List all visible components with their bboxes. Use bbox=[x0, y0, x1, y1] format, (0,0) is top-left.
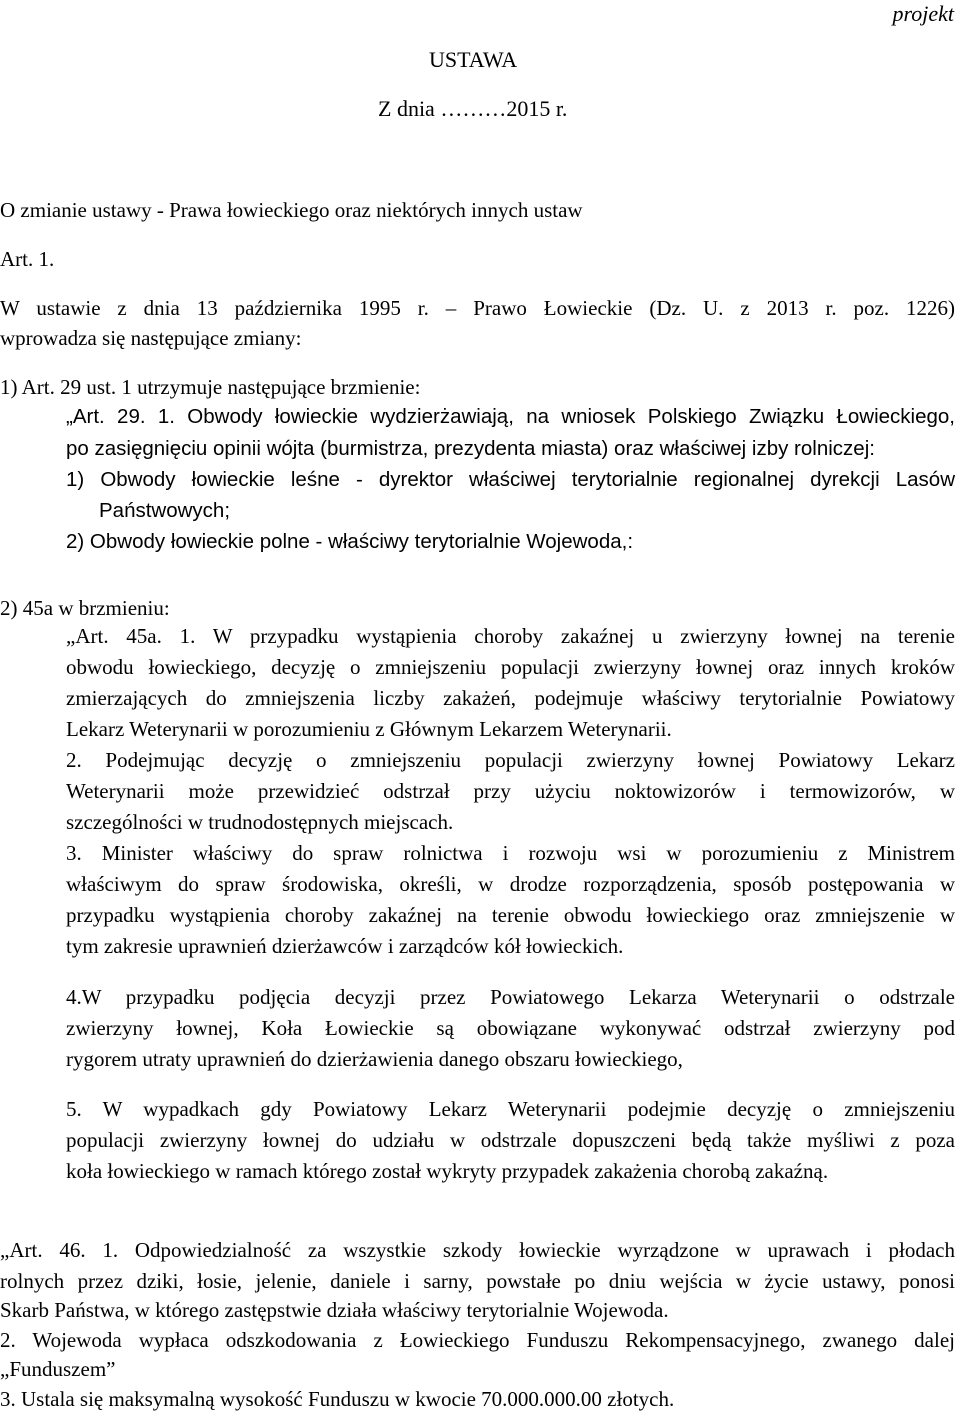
art46-p2-line-1: 2. Wojewoda wypłaca odszkodowania z Łowieckiego Funduszu Rekompensacyjnego, zwanego dalej bbox=[0, 1328, 955, 1352]
art45a-p2-line-1: 2. Podejmując decyzję o zmniejszeniu populacji zwierzyny łownej Powiatowy Lekarz bbox=[66, 748, 955, 772]
draft-tag: projekt bbox=[892, 1, 954, 26]
art45a-p4-line-1: 4.W przypadku podjęcia decyzji przez Powiatowego Lekarza Weterynarii o odstrzale bbox=[66, 985, 955, 1009]
art45a-p1-line-2: obwodu łowieckiego, decyzję o zmniejszeniu populacji zwierzyny łownej oraz innych kroków bbox=[66, 655, 955, 679]
art29-line-2: po zasięgnięciu opinii wójta (burmistrza, prezydenta miasta) oraz właściwej izby rolniczej: bbox=[66, 437, 875, 460]
art45a-p5-line-2: populacji zwierzyny łownej do udziału w odstrzale dopuszczeni będą także myśliwi z poza bbox=[66, 1128, 955, 1152]
art45a-p3-line-3: przypadku wystąpienia choroby zakaźnej na terenie obwodu łowieckiego oraz zmniejszenie w bbox=[66, 903, 955, 927]
art45a-p1-line-3: zmierzających do zmniejszenia liczby zakażeń, podejmuje właściwy terytorialnie Powiatowy bbox=[66, 686, 955, 710]
document-date: Z dnia ………2015 r. bbox=[378, 96, 568, 121]
art45a-p3-line-2: właściwym do spraw środowiska, określi, w drodze rozporządzenia, sposób postępowania w bbox=[66, 872, 955, 896]
change-2-heading: 2) 45a w brzmieniu: bbox=[0, 596, 170, 620]
art29-item-1-line-2: Państwowych; bbox=[99, 499, 231, 522]
art29-line-1: „Art. 29. 1. Obwody łowieckie wydzierżawiają, na wniosek Polskiego Związku Łowieckiego, bbox=[66, 405, 955, 428]
art45a-p5-line-3: koła łowieckiego w ramach którego został wykryty przypadek zakażenia chorobą zakaźną. bbox=[66, 1159, 829, 1183]
art29-item-1-line-1: 1) Obwody łowieckie leśne - dyrektor właściwej terytorialnie regionalnej dyrekcji Lasów bbox=[66, 468, 955, 491]
art45a-p1-line-4: Lekarz Weterynarii w porozumieniu z Głównym Lekarzem Weterynarii. bbox=[66, 717, 672, 741]
art46-p3-line-1: 3. Ustala się maksymalną wysokość Funduszu w kwocie 70.000.000.00 złotych. bbox=[0, 1387, 675, 1411]
art29-item-2: 2) Obwody łowieckie polne - właściwy terytorialnie Wojewoda,: bbox=[66, 530, 634, 553]
art45a-p2-line-3: szczególności w trudnodostępnych miejscach. bbox=[66, 810, 454, 834]
art46-p2-line-2: „Funduszem” bbox=[0, 1357, 116, 1381]
art45a-p4-line-3: rygorem utraty uprawnień do dzierżawienia danego obszaru łowieckiego, bbox=[66, 1047, 683, 1071]
article-1-intro-line-2: wprowadza się następujące zmiany: bbox=[0, 326, 302, 350]
art45a-p1-line-1: „Art. 45a. 1. W przypadku wystąpienia choroby zakaźnej u zwierzyny łownej na terenie bbox=[66, 624, 955, 648]
document-subject: O zmianie ustawy - Prawa łowieckiego oraz niektórych innych ustaw bbox=[0, 198, 583, 222]
document-title: USTAWA bbox=[429, 47, 518, 72]
art45a-p2-line-2: Weterynarii może przewidzieć odstrzał przy użyciu noktowizorów i termowizorów, w bbox=[66, 779, 955, 803]
article-1-intro-line-1: W ustawie z dnia 13 października 1995 r. – Prawo Łowieckie (Dz. U. z 2013 r. poz. 1226) bbox=[0, 296, 955, 320]
article-1-heading: Art. 1. bbox=[0, 247, 55, 271]
change-1-heading: 1) Art. 29 ust. 1 utrzymuje następujące brzmienie: bbox=[0, 375, 421, 399]
art45a-p5-line-1: 5. W wypadkach gdy Powiatowy Lekarz Weterynarii podejmie decyzję o zmniejszeniu bbox=[66, 1097, 955, 1121]
art46-p1-line-3: Skarb Państwa, w którego zastępstwie działa właściwy terytorialnie Wojewoda. bbox=[0, 1298, 669, 1322]
art45a-p3-line-4: tym zakresie uprawnień dzierżawców i zarządców kół łowieckich. bbox=[66, 934, 624, 958]
art46-p1-line-2: rolnych przez dziki, łosie, jelenie, daniele i sarny, powstałe po dniu wejścia w życie ustawy, ponosi bbox=[0, 1269, 955, 1293]
art45a-p3-line-1: 3. Minister właściwy do spraw rolnictwa i rozwoju wsi w porozumieniu z Ministrem bbox=[66, 841, 955, 865]
art45a-p4-line-2: zwierzyny łownej, Koła Łowieckie są obowiązane wykonywać odstrzał zwierzyny pod bbox=[66, 1016, 955, 1040]
art46-p1-line-1: „Art. 46. 1. Odpowiedzialność za wszystkie szkody łowieckie wyrządzone w uprawach i płodach bbox=[0, 1238, 955, 1262]
